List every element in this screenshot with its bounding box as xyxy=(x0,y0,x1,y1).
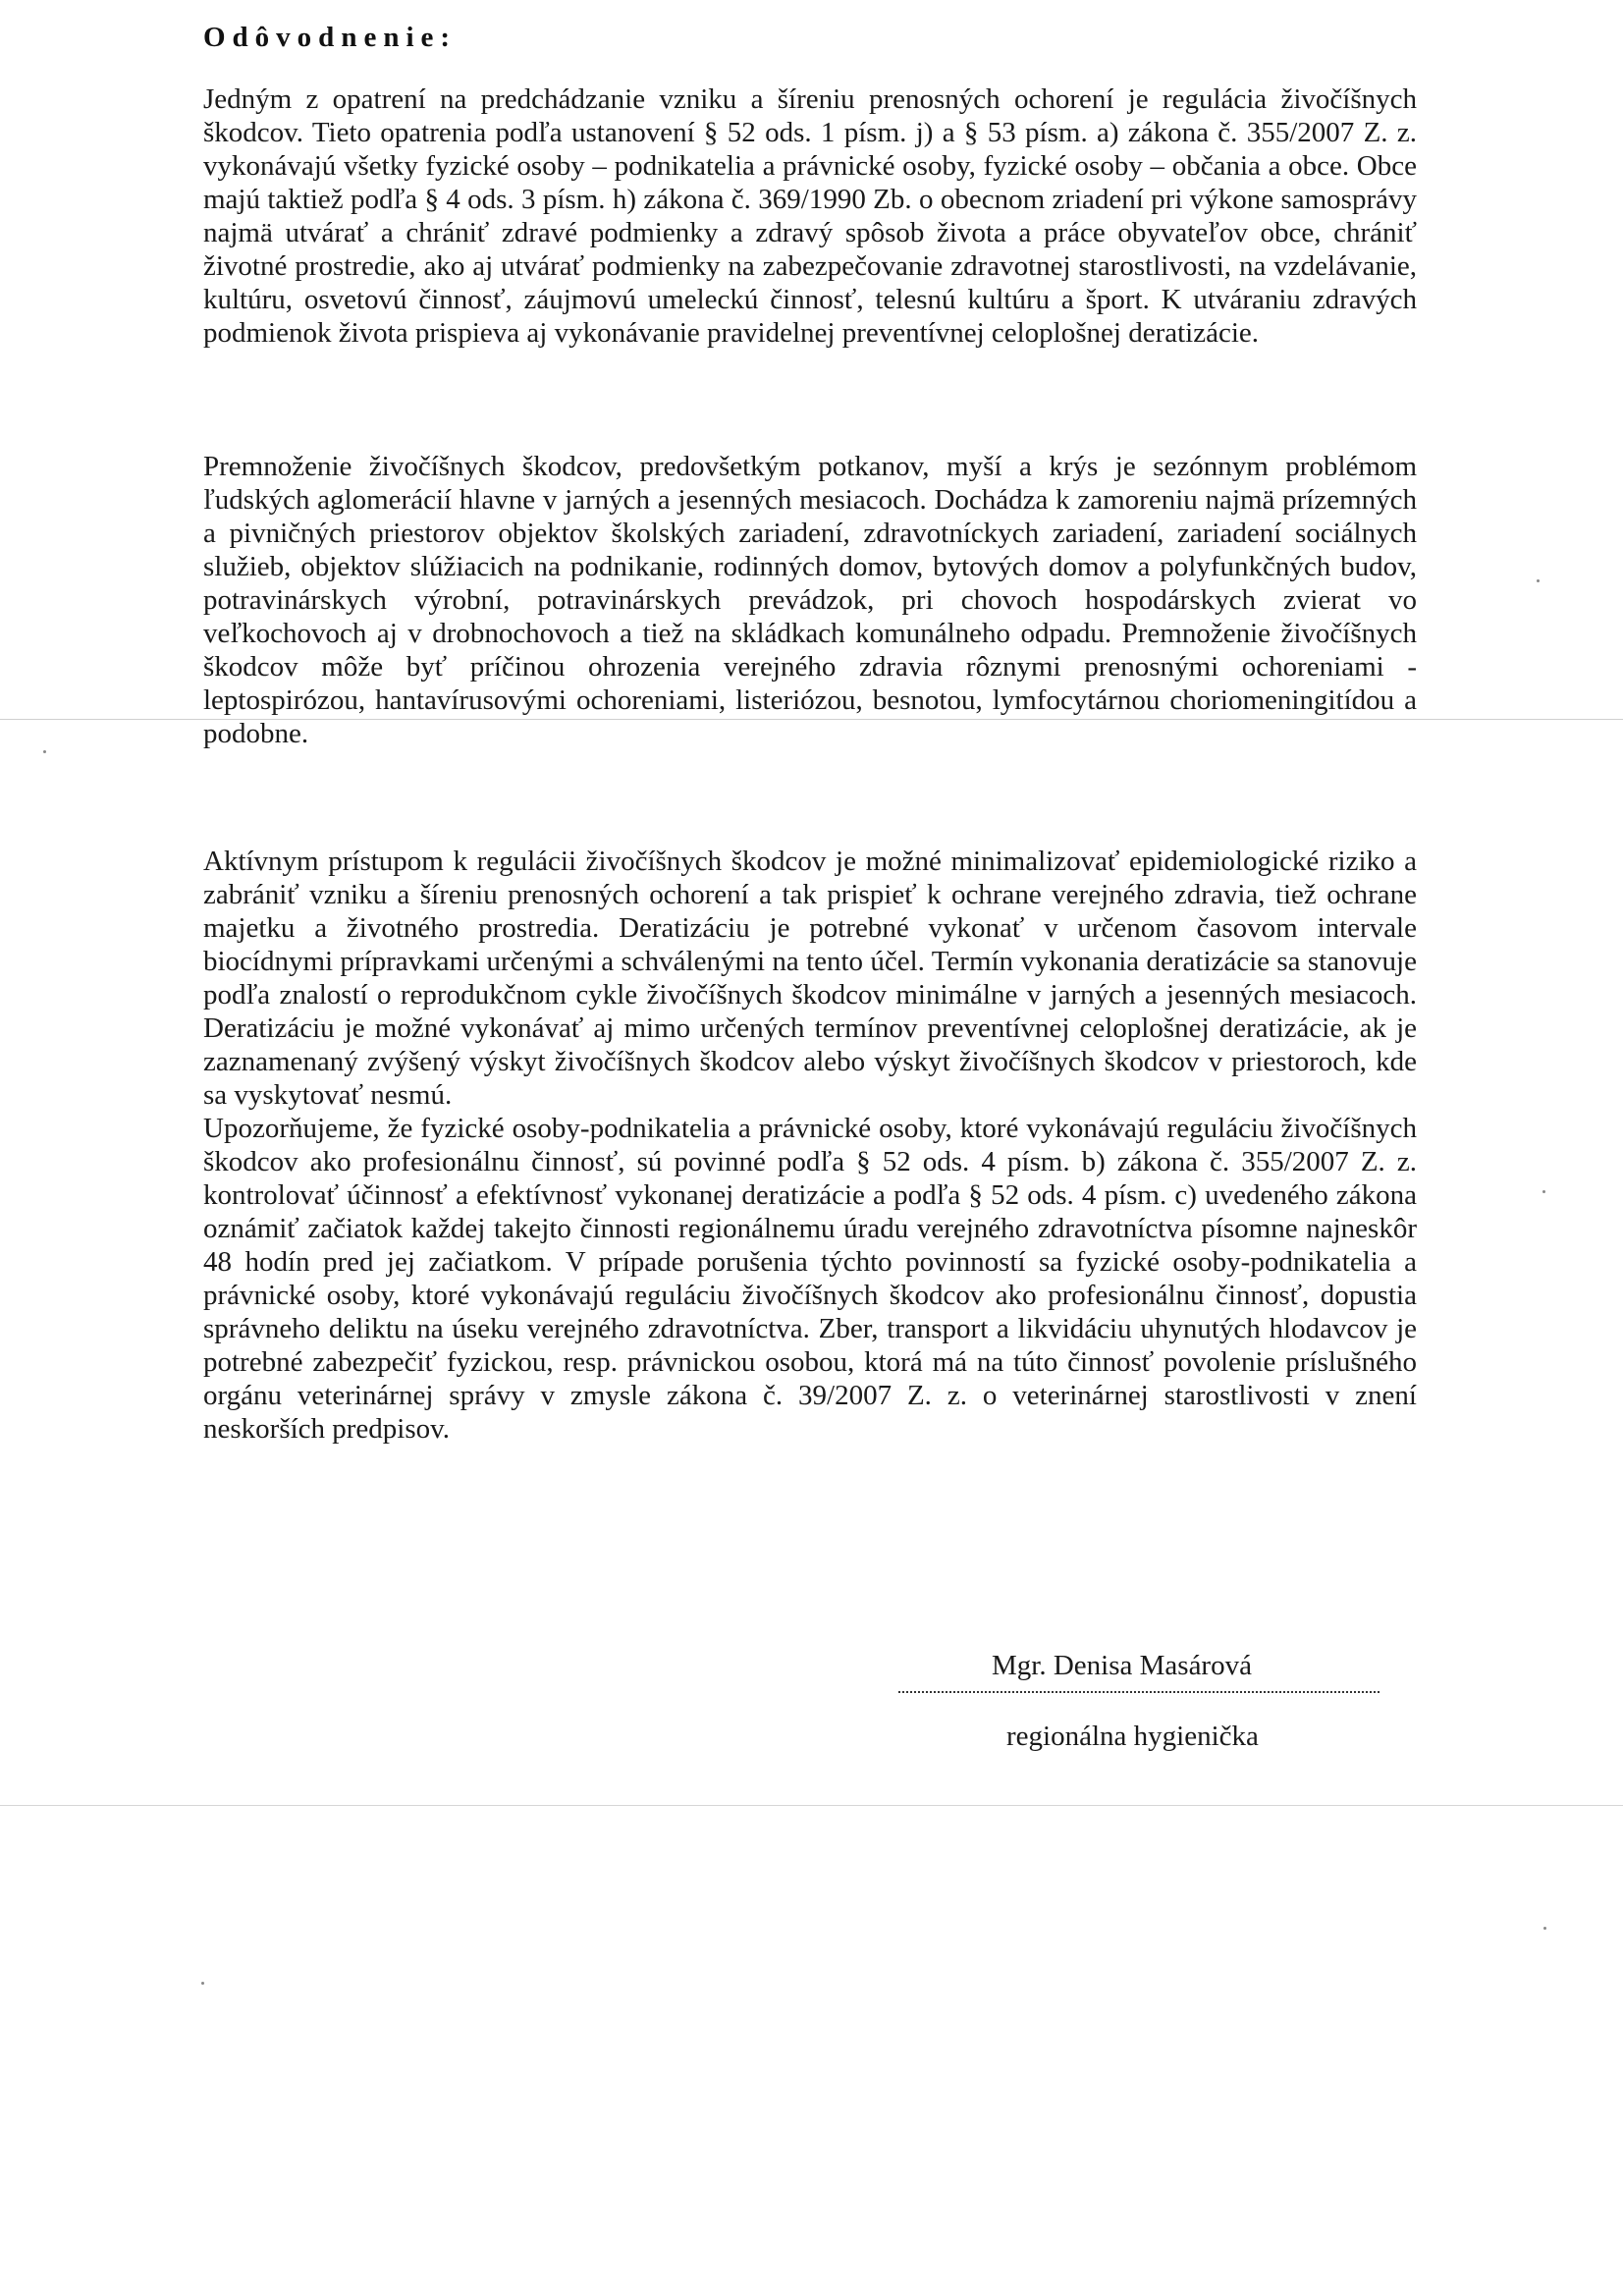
scan-speck xyxy=(201,1982,204,1985)
paragraph-4: Upozorňujeme, že fyzické osoby-podnikatelia a právnické osoby, ktoré vykonávajú reguláciu živočíšnych škodcov ako profesionálnu činnosť, sú povinné podľa § 52 ods. 4 písm. b) zákona č. 355/2007 Z. z. kontrolovať účinnosť a efektívnosť vykonanej deratizácie a podľa § 52 ods. 4 písm. c) uvedeného zákona oznámiť začiatok každej takejto činnosti regionálnemu úradu verejného zdravotníctva písomne najneskôr 48 hodín pred jej začiatkom. V prípade porušenia týchto povinností sa fyzické osoby-podnikatelia a právnické osoby, ktoré vykonávajú reguláciu živočíšnych škodcov ako profesionálnu činnosť, dopustia správneho deliktu na úseku verejného zdravotníctva. Zber, transport a likvidáciu uhynutých hlodavcov je potrebné zabezpečiť fyzickou, resp. právnickou osobou, ktorá má na túto činnosť povolenie príslušného orgánu veterinárnej správy v zmysle zákona č. 39/2007 Z. z. o veterinárnej starostlivosti v znení neskorších predpisov. xyxy=(203,1113,1417,1445)
paragraph-pest-overpopulation xyxy=(203,450,1417,750)
paragraph-2: Premnoženie živočíšnych škodcov, predovšetkým potkanov, myší a krýs je sezónnym problémom ľudských aglomerácií hlavne v jarných a jesenných mesiacoch. Dochádza k zamoreniu najmä prízemných a pivničných priestorov objektov školských zariadení, zdravotníckych zariadení, zariadení sociálnych služieb, objektov slúžiacich na podnikanie, rodinných domov, bytových domov a polyfunkčných budov, potravinárskych výrobní, potravinárskych prevádzok, pri chovoch hospodárskych zvierat vo veľkochovoch aj v drobnochovoch a tiež na skládkach komunálneho odpadu. Premnoženie živočíšnych škodcov môže byť príčinou ohrozenia verejného zdravia rôznymi prenosnými ochoreniami - leptospirózou, hantavírusovými ochoreniami, listeriózou, besnotou, lymfocytárnou choriomeningitídou a podobne. xyxy=(203,451,1417,749)
scan-speck xyxy=(1537,579,1540,582)
scan-speck xyxy=(1543,1927,1546,1930)
paragraph-legal-basis xyxy=(203,82,1417,350)
scan-speck xyxy=(43,750,46,753)
paragraph-3: Aktívnym prístupom k regulácii živočíšnych škodcov je možné minimalizovať epidemiologické riziko a zabrániť vzniku a šíreniu prenosných ochorení a tak prispieť k ochrane verejného zdravia, tiež ochrane majetku a životného prostredia. Deratizáciu je potrebné vykonať v určenom časovom intervale biocídnymi prípravkami určenými a schválenými na tento účel. Termín vykonania deratizácie sa stanovuje podľa znalostí o reprodukčnom cykle živočíšnych škodcov minimálne v jarných a jesenných mesiacoch. Deratizáciu je možné vykonávať aj mimo určených termínov preventívnej celoplošnej deratizácie, ak je zaznamenaný zvýšený výskyt živočíšnych škodcov alebo výskyt živočíšnych škodcov v priestoroch, kde sa vyskytovať nesmú. xyxy=(203,846,1417,1111)
signature-line xyxy=(898,1691,1380,1693)
paragraph-1: Jedným z opatrení na predchádzanie vzniku a šíreniu prenosných ochorení je regulácia živočíšnych škodcov. Tieto opatrenia podľa ustanovení § 52 ods. 1 písm. j) a § 53 písm. a) zákona č. 355/2007 Z. z. vykonávajú všetky fyzické osoby – podnikatelia a právnické osoby, fyzické osoby – občania a obce. Obce majú taktiež podľa § 4 ods. 3 písm. h) zákona č. 369/1990 Zb. o obecnom zriadení pri výkone samosprávy najmä utvárať a chrániť zdravé podmienky a zdravý spôsob života a práce obyvateľov obce, chrániť životné prostredie, ako aj utvárať podmienky na zabezpečovanie zdravotnej starostlivosti, na vzdelávanie, kultúru, osvetovú činnosť, záujmovú umeleckú činnosť, telesnú kultúru a šport. K utváraniu zdravých podmienok života prispieva aj vykonávanie pravidelnej preventívnej celoplošnej deratizácie. xyxy=(203,83,1417,349)
scan-speck xyxy=(1542,1190,1545,1193)
signature-name: Mgr. Denisa Masárová xyxy=(992,1650,1252,1681)
signature-role: regionálna hygienička xyxy=(1006,1721,1259,1752)
document-heading: Odôvodnenie: xyxy=(203,22,458,53)
paragraph-block-regulation xyxy=(203,845,1417,1446)
scan-fold-line xyxy=(0,1805,1623,1806)
scan-fold-line xyxy=(0,719,1623,720)
